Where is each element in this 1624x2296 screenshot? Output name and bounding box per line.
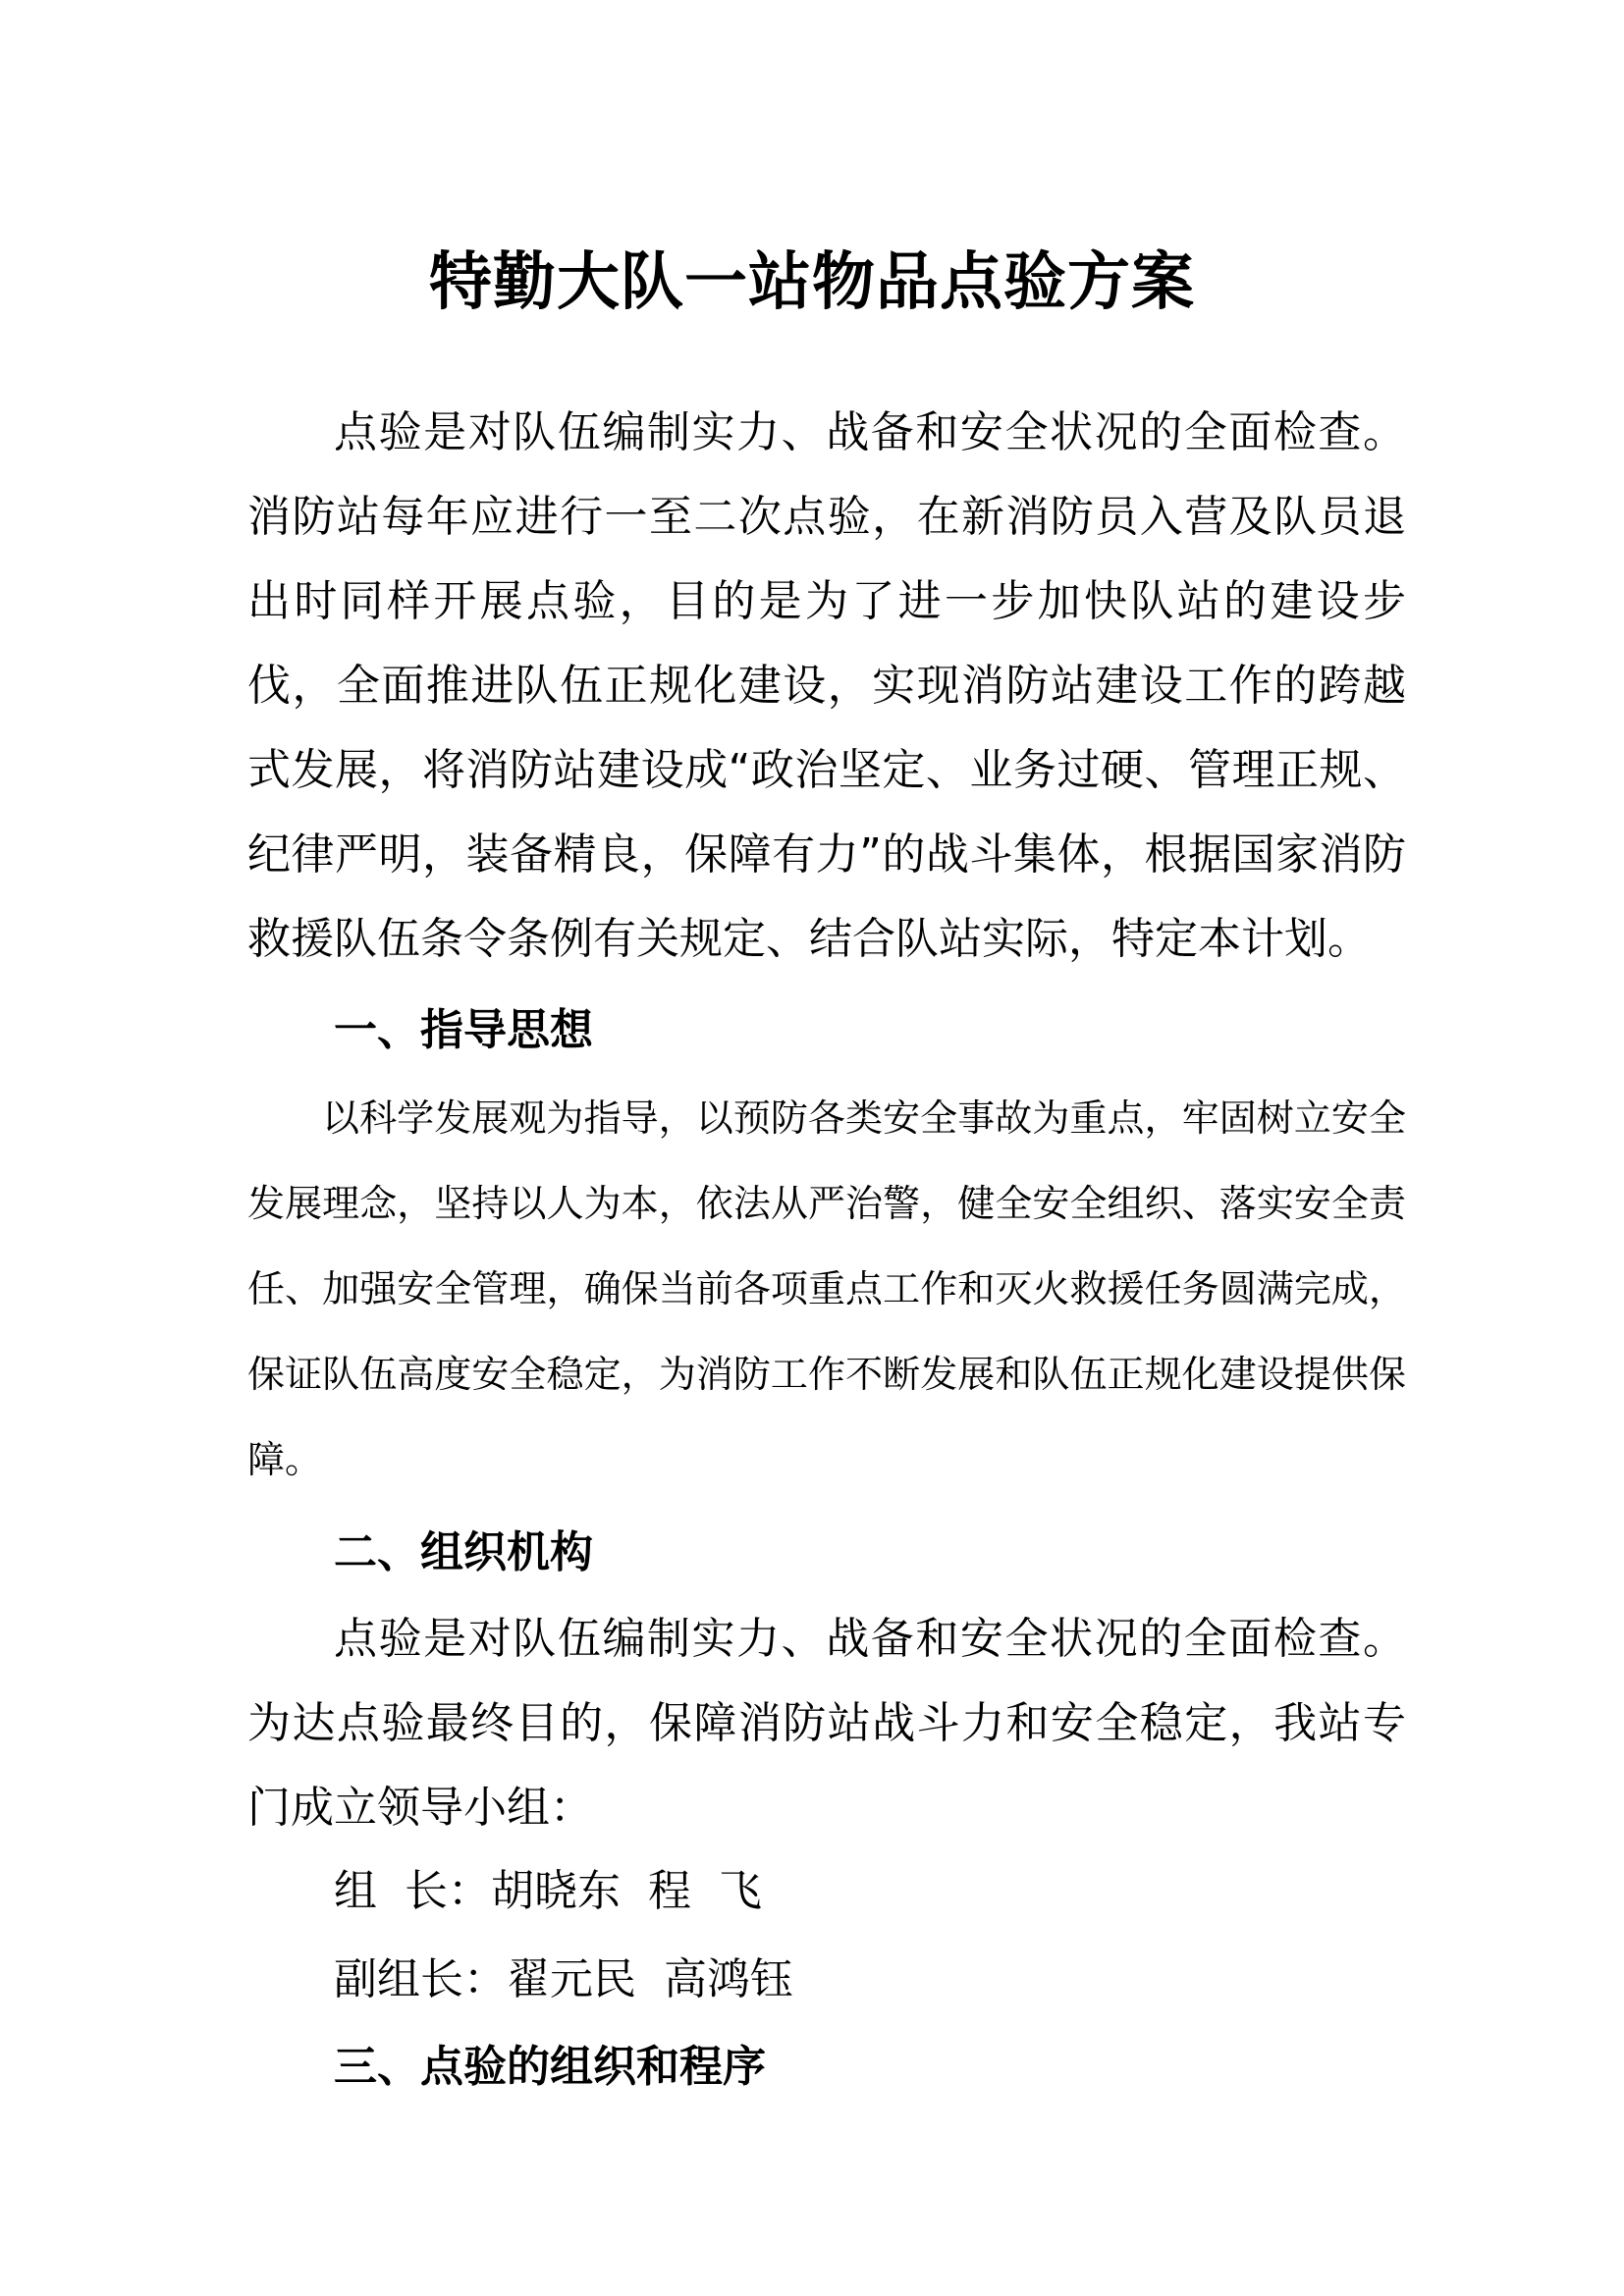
guiding-ideology-paragraph: 以科学发展观为指导，以预防各类安全事故为重点，牢固树立安全发展理念，坚持以人为本，依法从严治警，健全安全组织、落实安全责任、加强安全管理，确保当前各项重点工作和灭火救援任务圆满完成，保证队伍高度安全稳定，为消防工作不断发展和队伍正规化建设提供保障。 <box>247 1096 1406 1481</box>
section-heading-guiding-ideology: 一、指导思想 <box>334 1005 593 1055</box>
organization-paragraph: 点验是对队伍编制实力、战备和安全状况的全面检查。为达点验最终目的，保障消防站战斗力和安全稳定，我站专门成立领导小组： <box>247 1614 1406 1833</box>
intro-paragraph: 点验是对队伍编制实力、战备和安全状况的全面检查。消防站每年应进行一至二次点验，在新消防员入营及队员退出时同样开展点验，目的是为了进一步加快队站的建设步伐，全面推进队伍正规化建设，实现消防站建设工作的跨越式发展，将消防站建设成“政治坚定、业务过硬、管理正规、纪律严明，装备精良，保障有力”的战斗集体，根据国家消防救援队伍条令条例有关规定、结合队站实际，特定本计划。 <box>247 407 1406 964</box>
section-heading-procedure: 三、点验的组织和程序 <box>334 2042 766 2092</box>
group-leader-line: 组 长：胡晓东 程 飞 <box>334 1866 762 1916</box>
deputy-leader-line: 副组长：翟元民 高鸿钰 <box>334 1954 793 2004</box>
section-heading-organization: 二、组织机构 <box>334 1527 593 1577</box>
document-title: 特勤大队一站物品点验方案 <box>429 246 1195 319</box>
